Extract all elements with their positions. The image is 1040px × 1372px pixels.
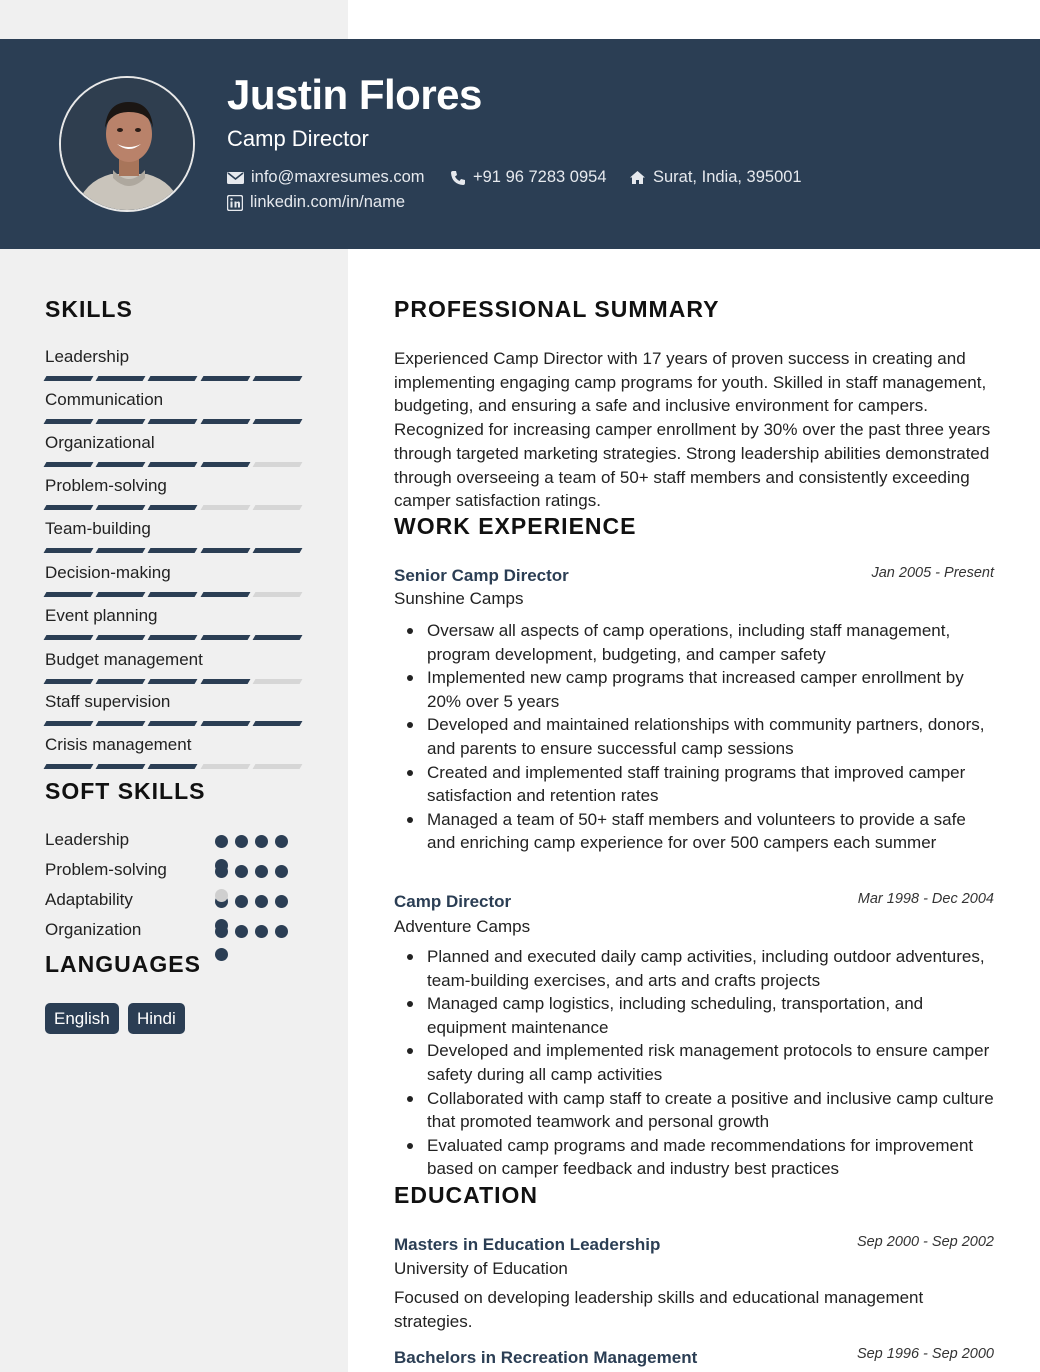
bullet-item: Created and implemented staff training programs that improved camper satisfaction and retention rates (427, 761, 997, 808)
location-text: Surat, India, 395001 (653, 168, 802, 186)
skill-level-segment (200, 635, 250, 640)
school-name: University of Education (394, 1259, 568, 1278)
skill-level-segment (44, 505, 94, 510)
skill-level-segment (252, 462, 302, 467)
job-title: Camp Director (394, 892, 512, 911)
bullet-item: Developed and implemented risk management protocols to ensure camper safety during all camp activities (427, 1039, 997, 1086)
location-contact (629, 168, 802, 187)
rating-dot (235, 925, 248, 938)
degree-title: Bachelors in Recreation Management (394, 1348, 698, 1367)
rating-dot (255, 835, 268, 848)
skill-row (45, 433, 301, 467)
skill-level-segment (148, 376, 198, 381)
skill-level-segment (96, 592, 146, 597)
skill-level-segment (148, 635, 198, 640)
skill-level-segment (96, 764, 146, 769)
skill-level-segment (44, 548, 94, 553)
skill-level-segment (200, 721, 250, 726)
skill-level-bars (45, 764, 301, 769)
skill-level-segment (148, 462, 198, 467)
rating-dot (275, 835, 288, 848)
soft-skills-heading: SOFT SKILLS (45, 778, 206, 804)
skill-level-segment (96, 679, 146, 684)
soft-skill-name: Adaptability (45, 890, 133, 909)
degree-title: Masters in Education Leadership (394, 1235, 661, 1254)
skill-level-segment (44, 376, 94, 381)
bullet-item: Managed camp logistics, including scheduling, transportation, and equipment maintenance (427, 992, 997, 1039)
skill-level-segment (148, 505, 198, 510)
skill-level-segment (200, 419, 250, 424)
bullet-item: Managed a team of 50+ staff members and volunteers to provide a safe and enriching camp experience for over 500 campers each summer (427, 808, 997, 855)
skill-level-segment (252, 505, 302, 510)
email-contact[interactable] (227, 168, 425, 187)
rating-dot (215, 835, 228, 848)
candidate-name: Justin Flores (227, 71, 482, 118)
skill-level-segment (200, 505, 250, 510)
skill-level-segment (252, 592, 302, 597)
job-dates: Jan 2005 - Present (871, 565, 994, 581)
language-tag-hindi: Hindi (128, 1003, 185, 1034)
bullet-item: Implemented new camp programs that increased camper enrollment by 20% over 5 years (427, 666, 997, 713)
skill-level-segment (148, 679, 198, 684)
skill-level-segment (96, 548, 146, 553)
skill-row (45, 606, 301, 640)
soft-skill-name: Organization (45, 920, 142, 939)
skill-level-segment (44, 764, 94, 769)
bullet-item: Planned and executed daily camp activities, including outdoor adventures, team-building exercises, and arts and crafts projects (427, 945, 997, 992)
rating-dot (255, 865, 268, 878)
skill-level-segment (44, 679, 94, 684)
skill-level-segment (200, 592, 250, 597)
skill-level-segment (252, 764, 302, 769)
skill-level-segment (148, 721, 198, 726)
skill-name: Organizational (45, 433, 155, 452)
summary-heading: PROFESSIONAL SUMMARY (394, 296, 720, 322)
header-banner (0, 39, 1040, 249)
summary-text: Experienced Camp Director with 17 years of proven success in creating and implementing engaging camp programs for youth. Skilled in staff management, budgeting, and ensuring a safe and inclusive environment for campers. Recognized for increasing camper enrollment by 30% over the past three years through targeted marketing strategies. Strong leadership abilities demonstrated through overseeing a team of 50+ staff members and consistently exceeding camper satisfaction ratings. (394, 349, 991, 511)
skill-name: Decision-making (45, 563, 171, 582)
skill-level-segment (252, 548, 302, 553)
skill-level-segment (252, 419, 302, 424)
rating-dot (235, 835, 248, 848)
skill-level-segment (252, 635, 302, 640)
skill-level-segment (96, 419, 146, 424)
job-dates: Mar 1998 - Dec 2004 (857, 891, 994, 907)
skill-level-segment (96, 635, 146, 640)
rating-dot (235, 895, 248, 908)
languages-heading: LANGUAGES (45, 951, 201, 977)
skill-level-bars (45, 635, 301, 640)
skill-level-segment (200, 548, 250, 553)
skill-level-segment (44, 462, 94, 467)
education-dates: Sep 1996 - Sep 2000 (856, 1346, 994, 1362)
rating-dot (235, 865, 248, 878)
envelope-icon (227, 171, 244, 185)
rating-dot (215, 889, 228, 902)
skill-level-bars (45, 376, 301, 381)
skill-level-segment (148, 548, 198, 553)
skill-level-segment (252, 376, 302, 381)
rating-dot (215, 948, 228, 961)
skill-name: Staff supervision (45, 692, 171, 711)
skill-level-segment (200, 462, 250, 467)
skill-row (45, 476, 301, 510)
skill-level-segment (148, 764, 198, 769)
candidate-title: Camp Director (227, 126, 369, 151)
skill-level-segment (252, 721, 302, 726)
linkedin-icon (227, 195, 243, 211)
skill-row (45, 735, 301, 769)
education-heading: EDUCATION (394, 1182, 539, 1208)
soft-skill-rating (215, 835, 288, 848)
linkedin-contact[interactable] (227, 193, 405, 212)
skill-row (45, 563, 301, 597)
skill-row (45, 650, 301, 684)
skill-level-segment (148, 419, 198, 424)
skill-row (45, 692, 301, 726)
skill-row (45, 519, 301, 553)
skill-name: Leadership (45, 347, 130, 366)
skill-level-segment (44, 419, 94, 424)
skill-name: Team-building (45, 519, 151, 538)
skill-level-bars (45, 462, 301, 467)
phone-text: +91 96 7283 0954 (473, 168, 607, 186)
job-title: Senior Camp Director (394, 566, 569, 585)
rating-dot (215, 859, 228, 872)
experience-heading: WORK EXPERIENCE (394, 513, 637, 539)
phone-contact[interactable] (450, 168, 607, 187)
education-description: Focused on developing leadership skills and educational management strategies. (394, 1288, 924, 1331)
skill-name: Crisis management (45, 735, 192, 754)
skill-name: Event planning (45, 606, 158, 625)
skill-name: Problem-solving (45, 476, 167, 495)
skill-level-segment (44, 592, 94, 597)
bullet-item: Collaborated with camp staff to create a positive and inclusive camp culture that promoted teamwork and personal growth (427, 1087, 997, 1134)
skill-level-segment (200, 764, 250, 769)
skill-level-segment (200, 679, 250, 684)
skill-level-segment (200, 376, 250, 381)
skill-name: Communication (45, 390, 164, 409)
rating-dot (255, 895, 268, 908)
rating-dot (275, 925, 288, 938)
skill-level-segment (44, 721, 94, 726)
email-text: info@maxresumes.com (251, 168, 425, 186)
skill-level-bars (45, 419, 301, 424)
rating-dot (275, 865, 288, 878)
skill-level-segment (148, 592, 198, 597)
bullet-item: Evaluated camp programs and made recommendations for improvement based on camper feedback and industry best practices (427, 1134, 997, 1181)
skill-row (45, 347, 301, 381)
rating-dot (255, 925, 268, 938)
skill-level-segment (96, 462, 146, 467)
job-bullets (427, 619, 997, 855)
skill-row (45, 390, 301, 424)
soft-skill-name: Problem-solving (45, 860, 167, 879)
skill-level-bars (45, 592, 301, 597)
skill-level-bars (45, 721, 301, 726)
skill-level-bars (45, 548, 301, 553)
skills-heading: SKILLS (45, 296, 133, 322)
skill-level-bars (45, 679, 301, 684)
skill-level-bars (45, 505, 301, 510)
soft-skill-name: Leadership (45, 830, 130, 849)
skill-level-segment (252, 679, 302, 684)
skill-name: Budget management (45, 650, 203, 669)
language-tag-english: English (45, 1003, 119, 1034)
phone-icon (450, 170, 466, 186)
skill-level-segment (96, 721, 146, 726)
skill-level-segment (96, 376, 146, 381)
bullet-item: Oversaw all aspects of camp operations, including staff management, program development, budgeting, and camper safety (427, 619, 997, 666)
skill-level-segment (44, 635, 94, 640)
skill-level-segment (96, 505, 146, 510)
company-name: Adventure Camps (394, 917, 531, 936)
bullet-item: Developed and maintained relationships with community partners, donors, and parents to ensure successful camp sessions (427, 713, 997, 760)
rating-dot (215, 919, 228, 932)
linkedin-text: linkedin.com/in/name (250, 193, 405, 211)
company-name: Sunshine Camps (394, 589, 524, 608)
profile-photo (59, 76, 195, 212)
education-dates: Sep 2000 - Sep 2002 (856, 1234, 994, 1250)
rating-dot (275, 895, 288, 908)
job-bullets (427, 945, 997, 1181)
home-icon (629, 170, 646, 185)
